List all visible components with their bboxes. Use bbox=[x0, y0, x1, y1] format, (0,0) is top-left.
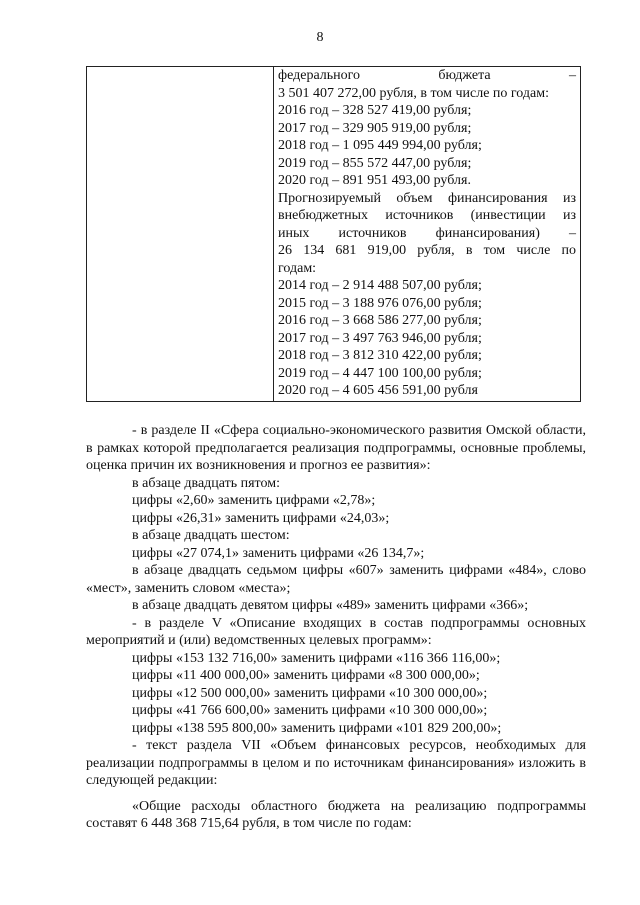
table-line: 2014 год – 2 914 488 507,00 рубля; bbox=[278, 278, 482, 293]
paragraph: цифры «11 400 000,00» заменить цифрами «8 300 000,00»; bbox=[132, 668, 480, 683]
paragraph: цифры «153 132 716,00» заменить цифрами «116 366 116,00»; bbox=[132, 650, 501, 666]
table-line: 2017 год – 3 497 763 946,00 рубля; bbox=[278, 330, 482, 346]
table-line-part: федерального bbox=[278, 68, 361, 83]
table-line-part: – bbox=[568, 68, 576, 83]
paragraph: в абзаце двадцать седьмом цифры «607» заменить цифрами «484», слово «мест», заменить словом «места»; bbox=[86, 563, 586, 596]
table-line: 2017 год – 329 905 919,00 рубля; bbox=[278, 120, 472, 136]
paragraph: цифры «41 766 600,00» заменить цифрами «10 300 000,00»; bbox=[132, 703, 488, 718]
paragraph: в абзаце двадцать шестом: bbox=[132, 528, 290, 543]
paragraph: «Общие расходы областного бюджета на реализацию подпрограммы составят 6 448 368 715,64 рубля, в том числе по годам: bbox=[86, 798, 586, 831]
paragraph: цифры «12 500 000,00» заменить цифрами «10 300 000,00»; bbox=[132, 685, 488, 701]
table-row bbox=[87, 67, 581, 402]
table-line: 2019 год – 855 572 447,00 рубля; bbox=[278, 155, 472, 171]
table-line: 2016 год – 3 668 586 277,00 рубля; bbox=[278, 313, 482, 328]
table-line: 3 501 407 272,00 рубля, в том числе по годам: bbox=[278, 85, 549, 101]
paragraph: в абзаце двадцать девятом цифры «489» заменить цифрами «366»; bbox=[132, 598, 529, 613]
table-line-part: бюджета bbox=[438, 68, 491, 83]
table-line: 2020 год – 891 951 493,00 рубля. bbox=[278, 173, 471, 188]
table-line: годам: bbox=[278, 260, 317, 276]
table-line: 26 134 681 919,00 рубля, в том числе по bbox=[278, 243, 576, 258]
paragraph: цифры «26,31» заменить цифрами «24,03»; bbox=[132, 510, 390, 526]
paragraph: в абзаце двадцать пятом: bbox=[132, 475, 280, 491]
amendments-text bbox=[86, 422, 586, 833]
paragraph: цифры «138 595 800,00» заменить цифрами «101 829 200,00»; bbox=[132, 720, 502, 736]
paragraph: - текст раздела VII «Объем финансовых ресурсов, необходимых для реализации подпрограммы в целом и по источникам финансирования» изложить в следующей редакции: bbox=[86, 738, 586, 788]
table-line: внебюджетных источников (инвестиции из bbox=[278, 208, 576, 223]
financing-table bbox=[86, 66, 581, 402]
table-cell-empty bbox=[87, 67, 274, 402]
paragraph: цифры «27 074,1» заменить цифрами «26 134,7»; bbox=[132, 545, 425, 561]
paragraph: цифры «2,60» заменить цифрами «2,78»; bbox=[132, 493, 376, 508]
table-line: 2020 год – 4 605 456 591,00 рубля bbox=[278, 383, 478, 398]
table-line: 2018 год – 3 812 310 422,00 рубля; bbox=[278, 348, 482, 363]
table-cell-financing bbox=[274, 67, 581, 402]
table-line: 2015 год – 3 188 976 076,00 рубля; bbox=[278, 295, 482, 311]
table-line: иных источников финансирования) – bbox=[278, 225, 576, 241]
table-line: 2018 год – 1 095 449 994,00 рубля; bbox=[278, 138, 482, 153]
table-line: 2019 год – 4 447 100 100,00 рубля; bbox=[278, 365, 482, 381]
table-line: 2016 год – 328 527 419,00 рубля; bbox=[278, 103, 472, 118]
paragraph: - в разделе II «Сфера социально-экономического развития Омской области, в рамках которой предполагается реализация подпрограммы, основные проблемы, оценка причин их возникновения и прогноз ее развития»: bbox=[86, 423, 586, 473]
page-number: 8 bbox=[316, 30, 324, 45]
table-line: Прогнозируемый объем финансирования из bbox=[278, 190, 576, 206]
financing-lines bbox=[278, 67, 576, 400]
paragraph: - в разделе V «Описание входящих в состав подпрограммы основных мероприятий и (или) ведомственных целевых программ»: bbox=[86, 615, 586, 648]
table-line bbox=[278, 67, 576, 85]
